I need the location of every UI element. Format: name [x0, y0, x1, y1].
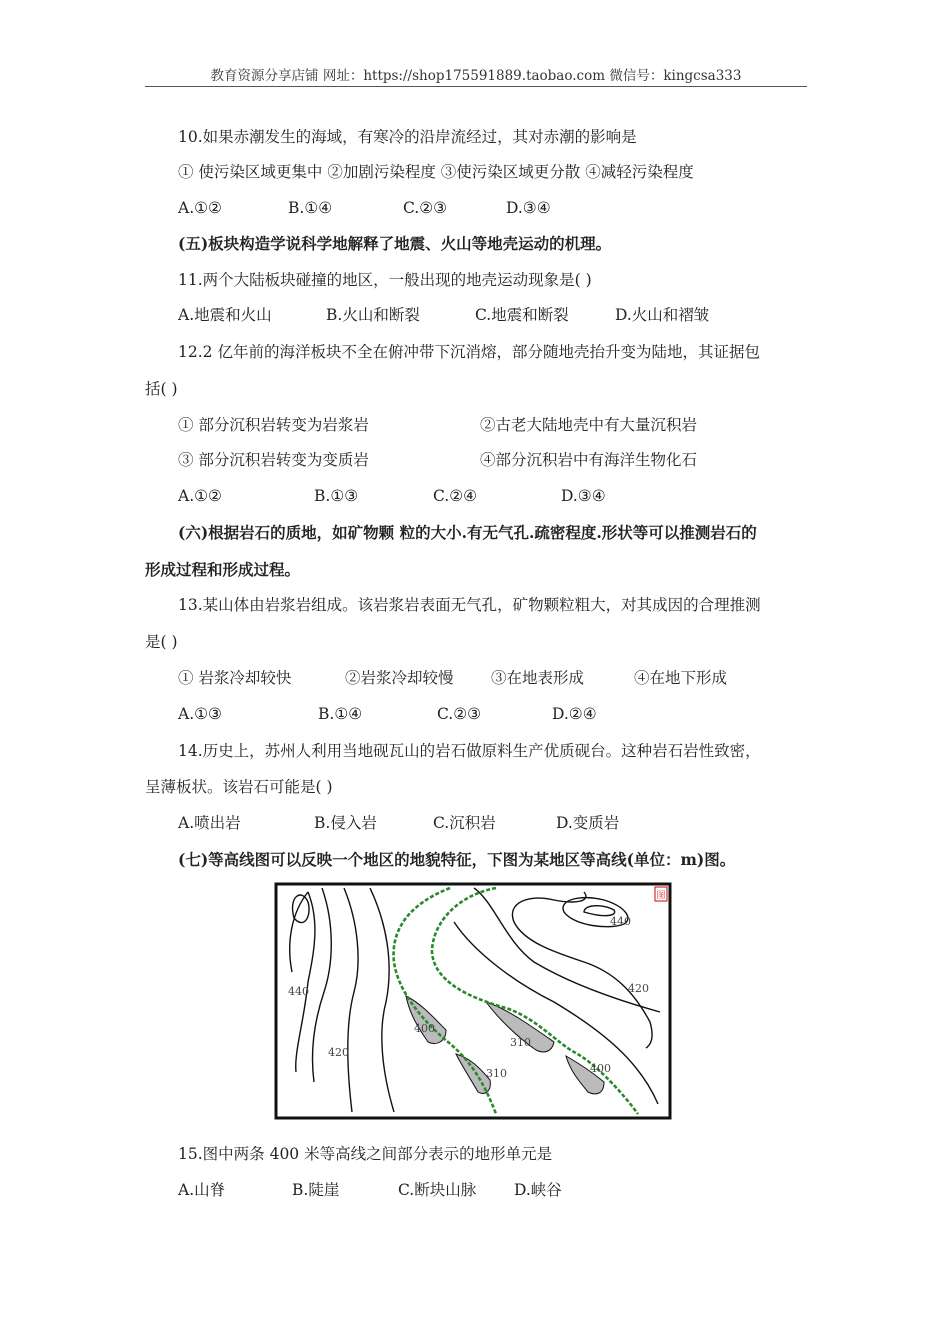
q12-options: [178, 486, 778, 506]
contour-label-400-right: 400: [590, 1062, 611, 1075]
q12-item-2: ②古老大陆地壳中有大量沉积岩: [480, 416, 698, 434]
contour-label-310-left: 310: [486, 1067, 507, 1080]
q14-option-d: D.变质岩: [556, 814, 620, 832]
q13-item-3: ③在地表形成: [491, 669, 585, 687]
q12-option-b: B.①③: [314, 487, 359, 505]
q13-option-b: B.①④: [318, 705, 363, 723]
q12-stem-line2: 括( ): [145, 380, 178, 398]
q13-item-2: ②岩浆冷却较慢: [345, 669, 454, 687]
q10-option-b: B.①④: [288, 199, 333, 217]
q13-stem-line2: 是( ): [145, 633, 178, 651]
q10-options: [178, 198, 778, 218]
contour-label-440-right: 440: [610, 915, 631, 928]
q15-option-c: C.断块山脉: [398, 1181, 477, 1199]
q13-option-c: C.②③: [437, 705, 482, 723]
q11-option-d: D.火山和褶皱: [615, 306, 710, 324]
contour-label-310-right: 310: [510, 1036, 531, 1049]
q12-option-a: A.①②: [178, 487, 222, 505]
q14-options: [178, 813, 778, 833]
q12-item-1: ① 部分沉积岩转变为岩浆岩: [178, 416, 369, 434]
contour-label-400-left: 400: [414, 1022, 435, 1035]
q12-item-4: ④部分沉积岩中有海洋生物化石: [480, 451, 698, 469]
q11-options: [178, 305, 778, 325]
contour-label-440-left: 440: [288, 985, 309, 998]
q13-stem-line1: 13.某山体由岩浆岩组成。该岩浆岩表面无气孔，矿物颗粒粗大，对其成因的合理推测: [178, 596, 761, 614]
contour-label-420-left: 420: [328, 1046, 349, 1059]
q10-option-a: A.①②: [178, 199, 222, 217]
corner-stamp-text: 图: [656, 891, 666, 901]
contour-map-figure: [274, 882, 672, 1120]
q10-stem: 10.如果赤潮发生的海域，有寒冷的沿岸流经过，其对赤潮的影响是: [178, 128, 637, 146]
section-6-heading-line2: 形成过程和形成过程。: [145, 560, 301, 579]
q13-item-1: ① 岩浆冷却较快: [178, 669, 292, 687]
q13-options: [178, 704, 778, 724]
q11-option-a: A.地震和火山: [178, 306, 272, 324]
q15-option-d: D.峡谷: [514, 1181, 562, 1199]
q15-option-a: A.山脊: [178, 1181, 226, 1199]
q12-item-3: ③ 部分沉积岩转变为变质岩: [178, 451, 369, 469]
q10-option-d: D.③④: [506, 199, 551, 217]
q12-stem-line1: 12.2 亿年前的海洋板块不全在俯冲带下沉消熔，部分随地壳抬升变为陆地，其证据包: [178, 343, 760, 361]
q12-option-d: D.③④: [561, 487, 606, 505]
q14-option-b: B.侵入岩: [314, 814, 377, 832]
q13-items: [178, 668, 798, 688]
section-5-heading: (五)板块构造学说科学地解释了地震、火山等地壳运动的机理。: [178, 234, 612, 253]
q14-option-a: A.喷出岩: [178, 814, 241, 832]
q15-option-b: B.陡崖: [292, 1181, 340, 1199]
q15-options: [178, 1180, 778, 1200]
q10-option-c: C.②③: [403, 199, 448, 217]
q12-option-c: C.②④: [433, 487, 478, 505]
q11-stem: 11.两个大陆板块碰撞的地区，一般出现的地壳运动现象是( ): [178, 271, 592, 289]
q14-stem-line2: 呈薄板状。该岩石可能是( ): [145, 778, 333, 796]
section-6-heading-line1: (六)根据岩石的质地，如矿物颗 粒的大小.有无气孔.疏密程度.形状等可以推测岩石的: [178, 523, 757, 542]
q14-option-c: C.沉积岩: [433, 814, 496, 832]
page-header: 教育资源分享店铺 网址：https://shop175591889.taobao.com 微信号：kingcsa333: [145, 64, 807, 87]
section-7-heading: (七)等高线图可以反映一个地区的地貌特征，下图为某地区等高线(单位：m)图。: [178, 850, 736, 869]
q11-option-b: B.火山和断裂: [326, 306, 420, 324]
q14-stem-line1: 14.历史上，苏州人利用当地砚瓦山的岩石做原料生产优质砚台。这种岩石岩性致密，: [178, 742, 761, 760]
q13-option-d: D.②④: [552, 705, 597, 723]
q15-stem: 15.图中两条 400 米等高线之间部分表示的地形单元是: [178, 1145, 553, 1163]
contour-label-420-right: 420: [628, 982, 649, 995]
q13-item-4: ④在地下形成: [634, 669, 728, 687]
q11-option-c: C.地震和断裂: [475, 306, 569, 324]
q10-items: ① 使污染区域更集中 ②加剧污染程度 ③使污染区域更分散 ④减轻污染程度: [178, 163, 694, 181]
q13-option-a: A.①③: [178, 705, 222, 723]
contour-map-svg: [274, 882, 672, 1120]
